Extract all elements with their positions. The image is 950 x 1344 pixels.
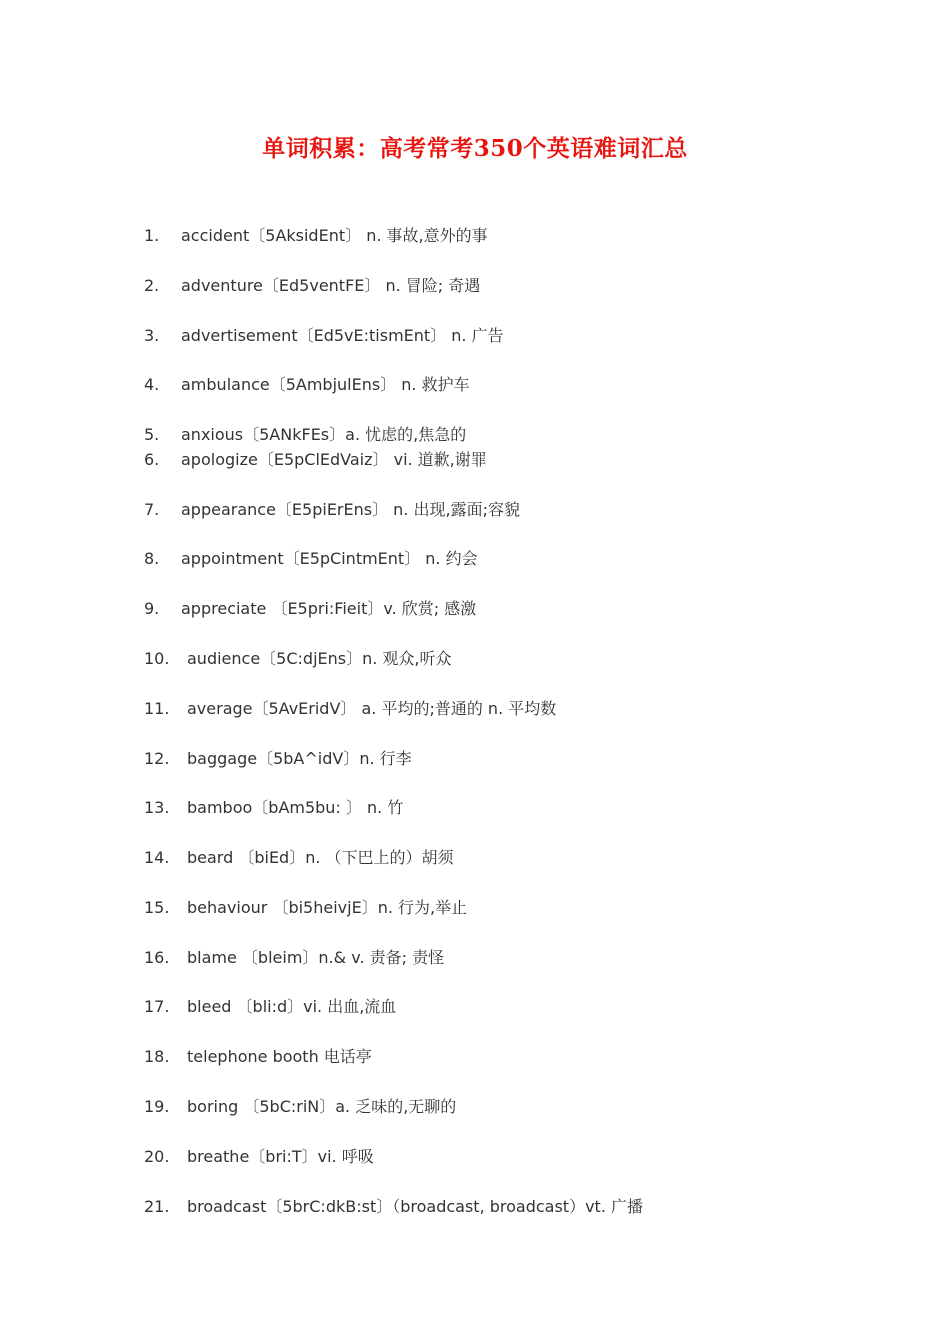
vocab-entry	[144, 848, 454, 868]
entry-number: 15.	[144, 898, 170, 917]
entry-number: 21.	[144, 1197, 170, 1216]
entry-number: 13.	[144, 798, 170, 817]
entry-number: 2.	[144, 276, 160, 295]
entry-text: advertisement〔Ed5vE:tismEnt〕 n. 广告	[181, 326, 504, 345]
vocab-entry	[144, 599, 476, 619]
entry-number: 3.	[144, 326, 160, 345]
entry-number: 8.	[144, 549, 160, 568]
entry-text: apologize〔E5pClEdVaiz〕 vi. 道歉,谢罪	[181, 450, 487, 469]
entry-number: 11.	[144, 699, 170, 718]
vocab-entry	[144, 1097, 456, 1117]
vocab-entry	[144, 749, 412, 769]
vocab-entry	[144, 276, 480, 296]
entry-text: boring 〔5bC:riN〕a. 乏味的,无聊的	[187, 1097, 457, 1116]
entry-number: 1.	[144, 226, 160, 245]
entry-number: 19.	[144, 1097, 170, 1116]
entry-text: broadcast〔5brC:dkB:st〕（broadcast, broadcast）vt. 广播	[187, 1197, 643, 1216]
entry-number: 16.	[144, 948, 170, 967]
vocab-entry	[144, 898, 467, 918]
entry-text: appreciate 〔E5pri:Fieit〕v. 欣赏; 感激	[181, 599, 477, 618]
entry-text: breathe〔bri:T〕vi. 呼吸	[187, 1147, 374, 1166]
vocab-entry	[144, 226, 488, 246]
entry-text: appearance〔E5piErEns〕 n. 出现,露面;容貌	[181, 500, 520, 519]
entry-text: adventure〔Ed5ventFE〕 n. 冒险; 奇遇	[181, 276, 481, 295]
entry-text: behaviour 〔bi5heivjE〕n. 行为,举止	[187, 898, 468, 917]
entry-text: beard 〔biEd〕n. （下巴上的）胡须	[187, 848, 454, 867]
entry-number: 5.	[144, 425, 160, 444]
entry-text: ambulance〔5AmbjulEns〕 n. 救护车	[181, 375, 470, 394]
vocab-entry	[144, 649, 452, 669]
entry-number: 12.	[144, 749, 170, 768]
entry-text: average〔5AvEridV〕 a. 平均的;普通的 n. 平均数	[187, 699, 557, 718]
document-title: 单词积累：高考常考350个英语难词汇总	[262, 135, 688, 162]
vocab-entry	[144, 425, 466, 445]
entry-number: 7.	[144, 500, 160, 519]
entry-text: accident〔5AksidEnt〕 n. 事故,意外的事	[181, 226, 488, 245]
entry-number: 10.	[144, 649, 170, 668]
entry-number: 4.	[144, 375, 160, 394]
vocab-entry	[144, 997, 396, 1017]
vocab-entry	[144, 1147, 374, 1167]
entry-text: blame 〔bleim〕n.& v. 责备; 责怪	[187, 948, 445, 967]
entry-text: bamboo〔bAm5bu: 〕 n. 竹	[187, 798, 404, 817]
vocab-entry	[144, 798, 403, 818]
entry-number: 6.	[144, 450, 160, 469]
vocab-entry	[144, 1197, 643, 1217]
vocab-entry	[144, 326, 504, 346]
entry-number: 17.	[144, 997, 170, 1016]
entry-text: audience〔5C:djEns〕n. 观众,听众	[187, 649, 452, 668]
vocab-entry	[144, 948, 444, 968]
entry-text: anxious〔5ANkFEs〕a. 忧虑的,焦急的	[181, 425, 467, 444]
entry-text: appointment〔E5pCintmEnt〕 n. 约会	[181, 549, 478, 568]
vocab-entry	[144, 1047, 372, 1067]
vocab-entry	[144, 500, 520, 520]
vocab-entry	[144, 375, 470, 395]
entry-text: baggage〔5bA^idV〕n. 行李	[187, 749, 412, 768]
entry-text: telephone booth 电话亭	[187, 1047, 372, 1066]
vocab-entry	[144, 699, 556, 719]
vocab-entry	[144, 450, 487, 470]
entry-number: 20.	[144, 1147, 170, 1166]
entry-text: bleed 〔bli:d〕vi. 出血,流血	[187, 997, 397, 1016]
entry-number: 9.	[144, 599, 160, 618]
vocab-entry	[144, 549, 478, 569]
entry-number: 14.	[144, 848, 170, 867]
entry-number: 18.	[144, 1047, 170, 1066]
